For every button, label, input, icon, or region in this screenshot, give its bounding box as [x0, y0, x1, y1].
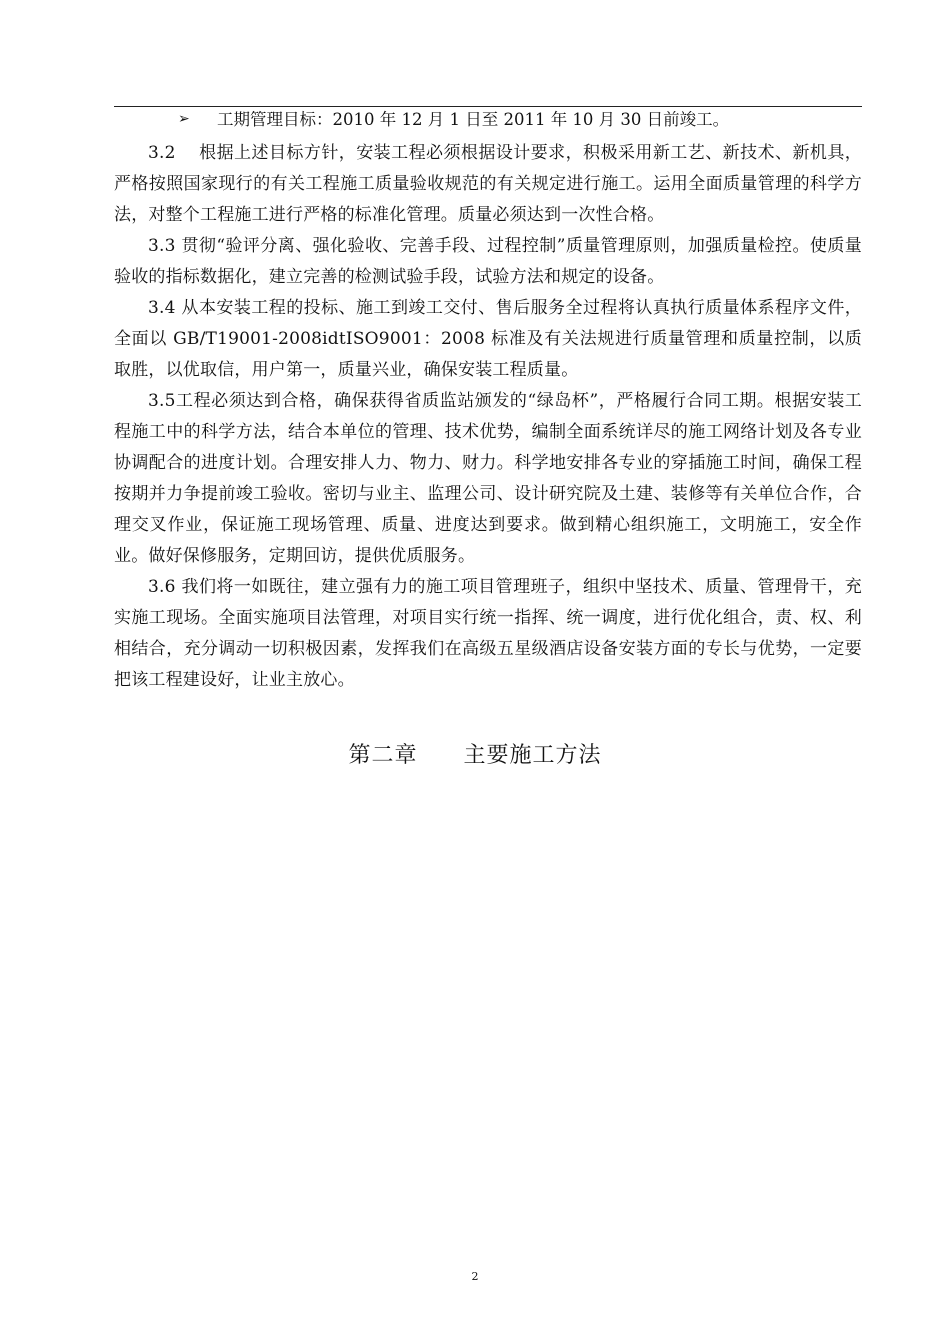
paragraph-3-5: 3.5工程必须达到合格，确保获得省质监站颁发的“绿岛杯”，严格履行合同工期。根据安装工程施工中的科学方法，结合本单位的管理、技术优势，编制全面系统详尽的施工网络计划及各专业协调配合的进度计划。合理安排人力、物力、财力。科学地安排各专业的穿插施工时间，确保工程按期并力争提前竣工验收。密切与业主、监理公司、设计研究院及土建、装修等有关单位合作，合理交叉作业，保证施工现场管理、质量、进度达到要求。做到精心组织施工，文明施工，安全作业。做好保修服务，定期回访，提供优质服务。: [114, 391, 862, 566]
paragraph-3-4: 3.4 从本安装工程的投标、施工到竣工交付、售后服务全过程将认真执行质量体系程序文件，全面以 GB/T19001-2008idtISO9001：2008 标准及有关法规进行质量管理和质量控制，以质取胜，以优取信，用户第一，质量兴业，确保安装工程质量。: [114, 298, 862, 380]
page-number: 2: [471, 1270, 479, 1283]
schedule-goal-text: 工期管理目标：2010 年 12 月 1 日至 2011 年 10 月 30 日前竣工。: [217, 110, 730, 129]
paragraph-3-2: 3.2 根据上述目标方针，安装工程必须根据设计要求，积极采用新工艺、新技术、新机具，严格按照国家现行的有关工程施工质量验收规范的有关规定进行施工。运用全面质量管理的科学方法，对整个工程施工进行严格的标准化管理。质量必须达到一次性合格。: [114, 143, 862, 225]
paragraph-3-6: 3.6 我们将一如既往，建立强有力的施工项目管理班子，组织中坚技术、质量、管理骨干，充实施工现场。全面实施项目法管理，对项目实行统一指挥、统一调度，进行优化组合，责、权、利相结合，充分调动一切积极因素，发挥我们在高级五星级酒店设备安装方面的专长与优势，一定要把该工程建设好，让业主放心。: [114, 577, 862, 690]
document-body: [114, 107, 862, 696]
chapter-title: 第二章 主要施工方法: [348, 743, 602, 768]
schedule-goal-item: [114, 107, 862, 132]
arrow-bullet-icon: ➢: [178, 111, 190, 127]
paragraph-3-3: 3.3 贯彻“验评分离、强化验收、完善手段、过程控制”质量管理原则，加强质量检控。使质量验收的指标数据化，建立完善的检测试验手段，试验方法和规定的设备。: [114, 236, 862, 287]
